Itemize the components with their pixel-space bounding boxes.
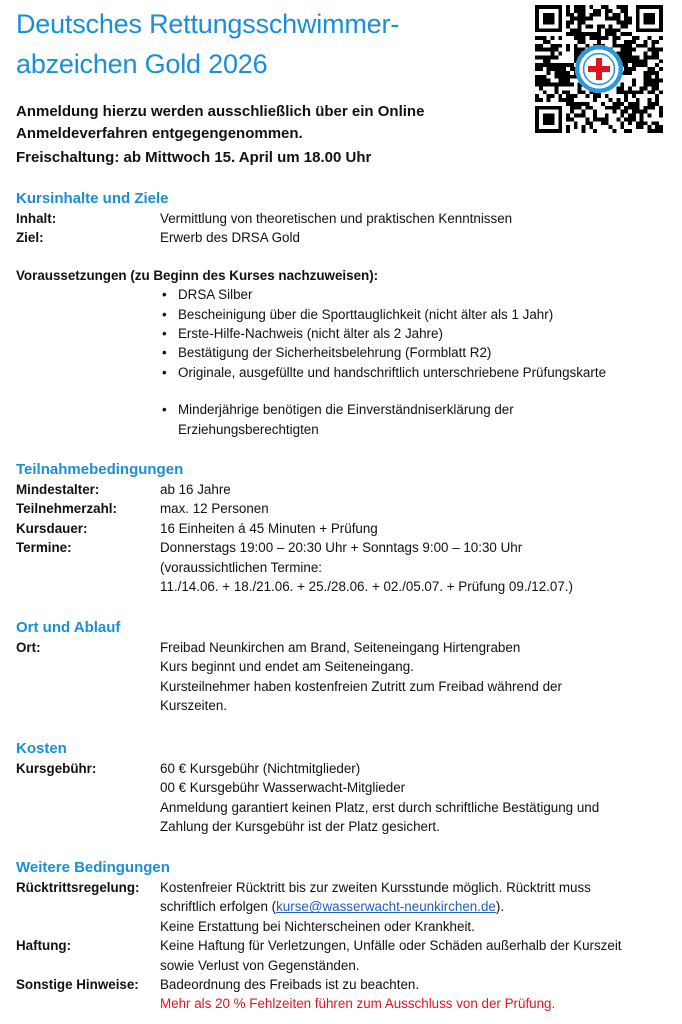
list-item: • Minderjährige benötigen die Einverständniserklärung der Erziehungsberechtigten	[162, 400, 582, 439]
row-label: Teilnehmerzahl:	[16, 501, 117, 517]
row-haftung	[16, 936, 666, 975]
info-table	[16, 638, 666, 716]
title-line: abzeichen Gold 2026	[16, 49, 268, 79]
row-label: Sonstige Hinweise:	[16, 977, 139, 993]
row-value: Badeordnung des Freibads ist zu beachten.	[160, 977, 420, 993]
row-label: Kursdauer:	[16, 520, 88, 536]
row-values	[160, 759, 666, 837]
section-heading: Teilnahmebedingungen	[16, 461, 184, 478]
info-row	[16, 499, 666, 518]
row-values	[160, 638, 666, 716]
row-value: 00 € Kursgebühr Wasserwacht-Mitglieder	[160, 780, 406, 796]
row-values	[160, 499, 666, 518]
row-sonstige	[16, 975, 666, 1014]
qr-code-icon[interactable]	[535, 5, 663, 133]
section-kosten	[16, 739, 666, 837]
section-heading: Kosten	[16, 740, 67, 757]
row-value: Keine Haftung für Verletzungen, Unfälle oder Schäden außerhalb der Kurszeit	[160, 938, 622, 954]
row-value: Freibad Neunkirchen am Brand, Seiteneingang Hirtengraben	[160, 640, 521, 655]
info-row	[16, 228, 666, 247]
info-row	[16, 519, 666, 538]
row-value	[160, 897, 666, 916]
intro-line: Anmeldeverfahren entgegengenommen.	[16, 125, 303, 142]
row-value: (voraussichtlichen Termine:	[160, 559, 322, 575]
info-row	[16, 480, 666, 499]
row-values	[160, 519, 666, 538]
list-item: • Bestätigung der Sicherheitsbelehrung (Formblatt R2)	[162, 343, 666, 362]
row-value: Keine Erstattung bei Nichterscheinen oder Krankheit.	[160, 918, 475, 934]
row-label: Haftung:	[16, 938, 72, 954]
row-values	[160, 480, 666, 499]
list-item: • Erste-Hilfe-Nachweis (nicht älter als 2 Jahre)	[162, 324, 666, 343]
section-heading: Kursinhalte und Ziele	[16, 190, 169, 207]
section-teilnahme	[16, 460, 666, 596]
registration-notice	[16, 101, 424, 169]
page-title	[16, 4, 399, 84]
row-value: sowie Verlust von Gegenständen.	[160, 957, 360, 973]
row-value: max. 12 Personen	[160, 501, 269, 517]
info-row	[16, 538, 666, 596]
row-label: Kursgebühr:	[16, 761, 97, 776]
section-ort	[16, 618, 666, 716]
prerequisites-list	[162, 285, 666, 382]
row-values	[160, 228, 666, 247]
row-label: Mindestalter:	[16, 482, 100, 497]
row-label: Rücktrittsregelung:	[16, 880, 140, 895]
email-link[interactable]: kurse@wasserwacht-neunkirchen.de	[276, 899, 496, 915]
row-value: Donnerstags 19:00 – 20:30 Uhr + Sonntags 9:00 – 10:30 Uhr	[160, 540, 523, 556]
row-value: 60 € Kursgebühr (Nichtmitglieder)	[160, 761, 361, 776]
intro-line: Anmeldung hierzu werden ausschließlich über ein Online	[16, 103, 425, 120]
list-item: • Originale, ausgefüllte und handschriftlich unterschriebene Prüfungskarte	[162, 363, 666, 382]
row-value: Kursteilnehmer haben kostenfreien Zutritt zum Freibad während der	[160, 678, 562, 694]
row-label: Termine:	[16, 540, 72, 556]
section-weitere	[16, 858, 666, 1014]
row-value: Erwerb des DRSA Gold	[160, 230, 300, 246]
prerequisites-heading: Voraussetzungen (zu Beginn des Kurses nachzuweisen):	[16, 267, 379, 283]
row-value: Kostenfreier Rücktritt bis zur zweiten Kursstunde möglich. Rücktritt muss	[160, 880, 591, 895]
row-value: Kurs beginnt und endet am Seiteneingang.	[160, 659, 414, 675]
row-value: 16 Einheiten á 45 Minuten + Prüfung	[160, 520, 378, 536]
row-label: Inhalt:	[16, 211, 57, 226]
absence-warning: Mehr als 20 % Fehlzeiten führen zum Ausschluss von der Prüfung.	[160, 996, 556, 1012]
row-value: Zahlung der Kursgebühr ist der Platz gesichert.	[160, 819, 440, 835]
info-row	[16, 638, 666, 716]
row-ruecktritt	[16, 878, 666, 936]
row-values	[160, 538, 666, 596]
row-value: 11./14.06. + 18./21.06. + 25./28.06. + 02./05.07. + Prüfung 09./12.07.)	[160, 579, 573, 595]
wasserwacht-logo-icon	[575, 45, 623, 93]
text: ).	[495, 899, 505, 915]
info-table	[16, 480, 666, 596]
row-values	[160, 209, 666, 228]
row-value: ab 16 Jahre	[160, 482, 231, 497]
row-value: Vermittlung von theoretischen und praktischen Kenntnissen	[160, 211, 513, 226]
info-table	[16, 209, 666, 248]
row-value: Kurszeiten.	[160, 698, 227, 714]
list-item: • Bescheinigung über die Sporttauglichkeit (nicht älter als 1 Jahr)	[162, 305, 666, 324]
list-item: • DRSA Silber	[162, 285, 666, 304]
row-label: Ziel:	[16, 230, 44, 246]
info-table	[16, 759, 666, 837]
row-label: Ort:	[16, 640, 41, 655]
info-row	[16, 759, 666, 837]
section-heading: Weitere Bedingungen	[16, 859, 170, 876]
text: schriftlich erfolgen (	[160, 899, 277, 915]
info-row	[16, 209, 666, 228]
minors-note-list	[162, 400, 582, 439]
row-value: Anmeldung garantiert keinen Platz, erst durch schriftliche Bestätigung und	[160, 799, 600, 815]
title-line: Deutsches Rettungsschwimmer-	[16, 9, 400, 39]
intro-line: Freischaltung: ab Mittwoch 15. April um 18.00 Uhr	[16, 149, 372, 166]
section-kursinhalte	[16, 189, 666, 439]
section-heading: Ort und Ablauf	[16, 619, 121, 636]
